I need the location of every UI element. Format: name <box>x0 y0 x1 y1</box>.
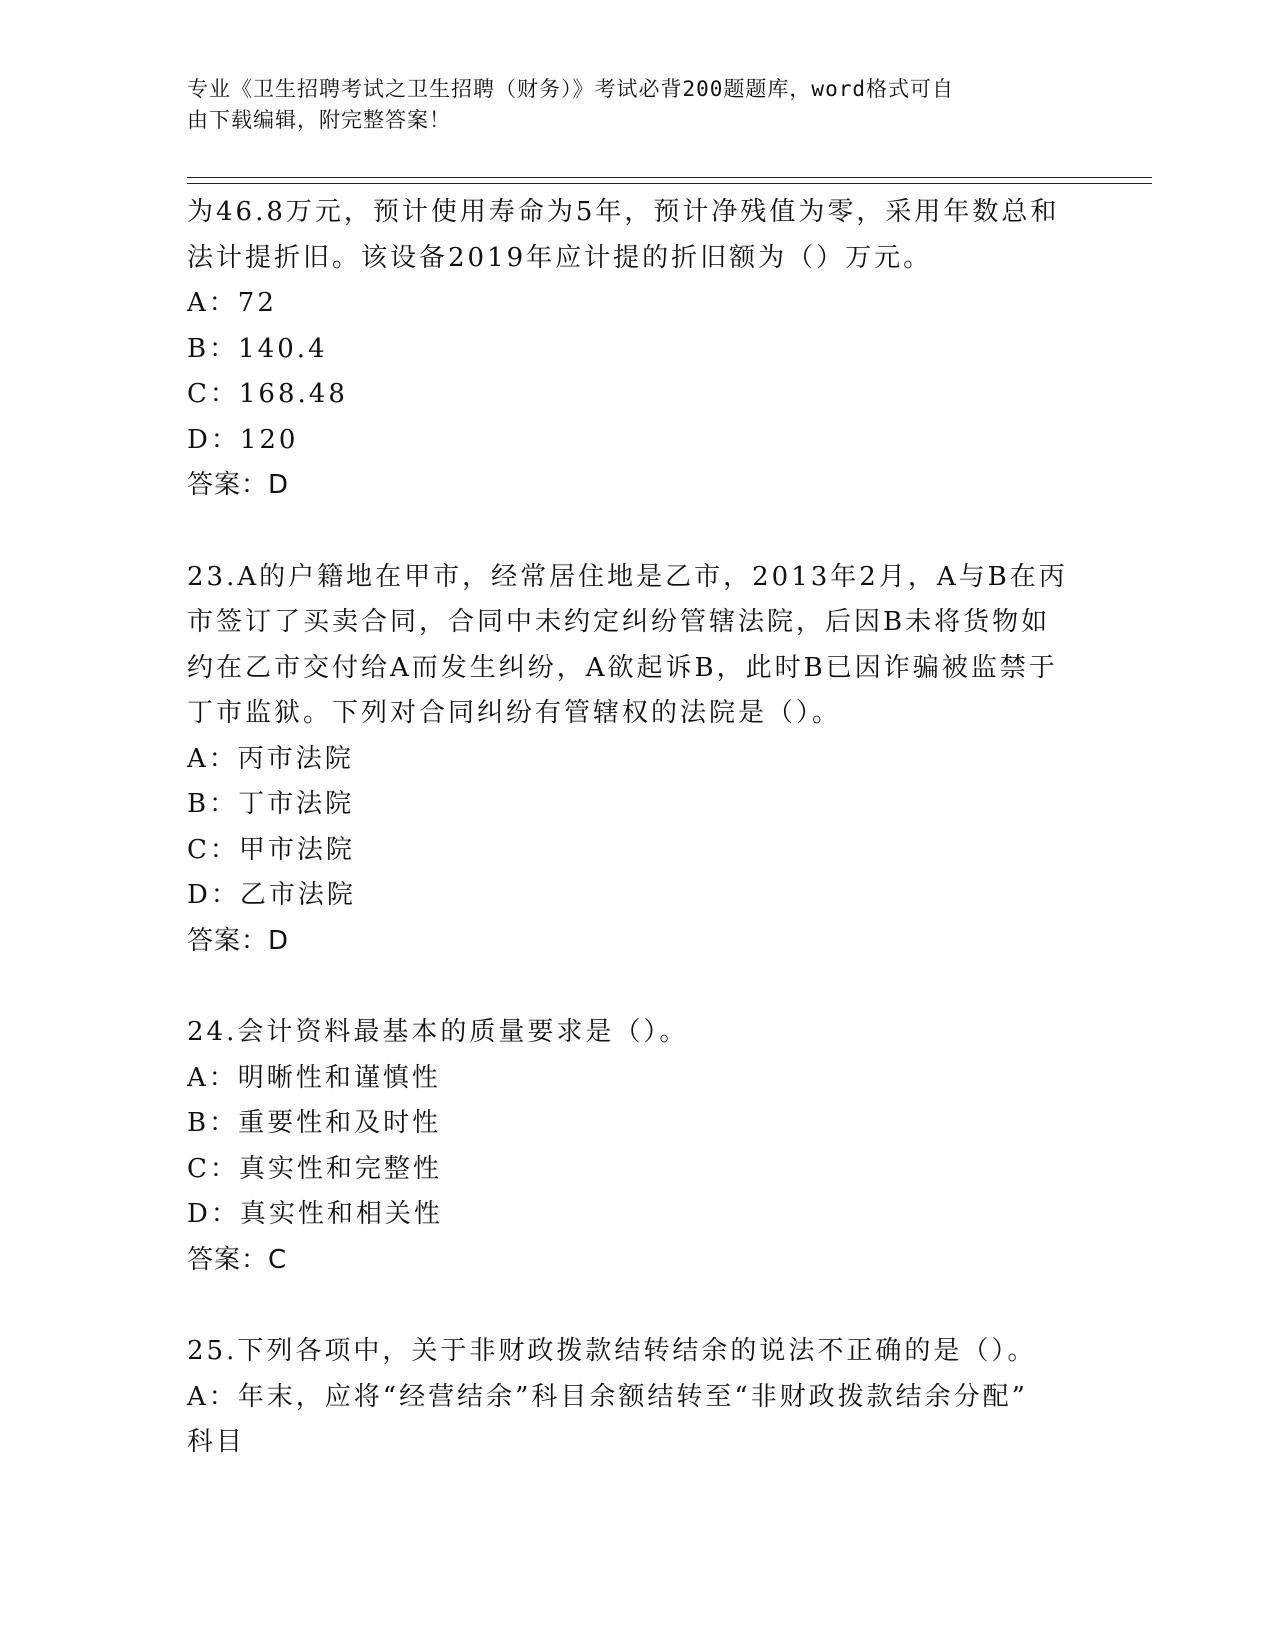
question-content <box>187 190 1087 1466</box>
question-text-line: 法计提折旧。该设备2019年应计提的折旧额为（）万元。 <box>187 242 933 273</box>
question-gap <box>187 1283 1087 1329</box>
header-line-2: 由下载编辑，附完整答案！ <box>187 108 451 132</box>
option-b: B：重要性和及时性 <box>187 1108 442 1138</box>
question-22-continuation <box>187 190 1087 509</box>
question-gap <box>187 964 1087 1010</box>
question-gap <box>187 509 1087 555</box>
option-a: A：72 <box>187 288 277 318</box>
option-b: B：丁市法院 <box>187 789 355 819</box>
option-c: C：真实性和完整性 <box>187 1153 442 1184</box>
option-a: A：年末，应将“经营结余”科目余额结转至“非财政拨款结余分配” <box>187 1381 1028 1412</box>
option-c: C：168.48 <box>187 379 348 409</box>
question-text-line: 23.A的户籍地在甲市，经常居住地是乙市，2013年2月，A与B在丙 <box>187 561 1068 592</box>
option-c: C：甲市法院 <box>187 834 355 865</box>
answer-line: 答案：D <box>187 925 290 956</box>
question-24 <box>187 1010 1087 1283</box>
option-d: D：乙市法院 <box>187 880 356 910</box>
answer-line: 答案：D <box>187 470 290 500</box>
option-d: D：120 <box>187 424 299 455</box>
question-text-line: 约在乙市交付给A而发生纠纷，A欲起诉B，此时B已因诈骗被监禁于 <box>187 652 1058 683</box>
question-text-line: 为46.8万元，预计使用寿命为5年，预计净残值为零，采用年数总和 <box>187 197 1060 227</box>
option-d: D：真实性和相关性 <box>187 1199 443 1229</box>
question-text-line: 24.会计资料最基本的质量要求是（）。 <box>187 1017 689 1047</box>
option-b: B：140.4 <box>187 333 328 364</box>
answer-line: 答案：C <box>187 1244 288 1275</box>
question-23 <box>187 555 1087 965</box>
question-text-line: 25.下列各项中，关于非财政拨款结转结余的说法不正确的是（）。 <box>187 1336 1037 1366</box>
question-text-line: 市签订了买卖合同，合同中未约定纠纷管辖法院，后因B未将货物如 <box>187 607 1051 637</box>
question-25 <box>187 1329 1087 1466</box>
header-line-1: 专业《卫生招聘考试之卫生招聘（财务）》考试必背200题题库，word格式可自 <box>187 77 954 101</box>
option-a: A：丙市法院 <box>187 743 354 774</box>
option-a: A：明晰性和谨慎性 <box>187 1062 441 1093</box>
document-header <box>187 74 1067 136</box>
header-divider-top <box>187 177 1152 178</box>
option-a-continuation: 科目 <box>187 1427 246 1457</box>
header-divider-bottom <box>187 183 1152 184</box>
question-text-line: 丁市监狱。下列对合同纠纷有管辖权的法院是（）。 <box>187 698 842 728</box>
